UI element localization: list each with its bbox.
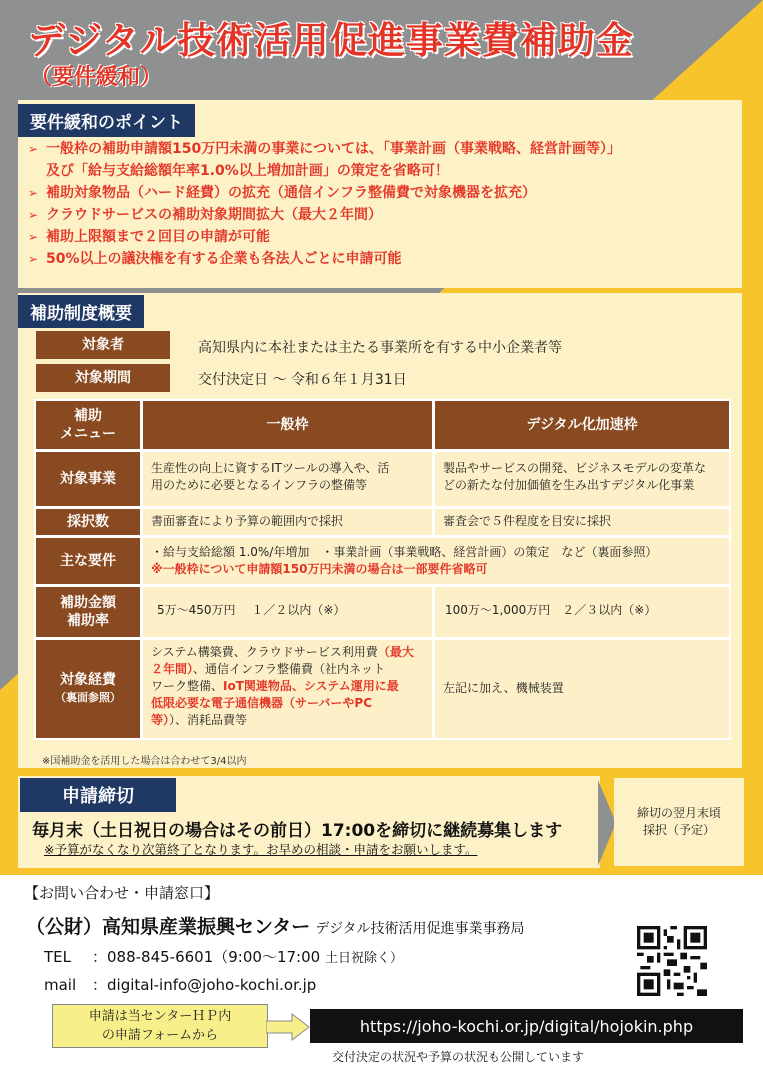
point-text: 補助対象物品（ハード経費）の拡充（通信インフラ整備費で対象機器を拡充） [46, 185, 536, 201]
list-item [28, 182, 738, 204]
tel-value: ：088-845-6601（9:00～17:00 [92, 948, 321, 966]
mail-value[interactable]: ：digital-info@joho-kochi.or.jp [92, 976, 317, 994]
deadline-side-line: 締切の翌月末頃 [636, 806, 721, 820]
expenses-text: 、通信インフラ整備費（社内ネット [193, 662, 386, 676]
arrow-bullet-icon: ➢ [28, 208, 39, 222]
arrow-bullet-icon: ➢ [28, 142, 39, 156]
list-item [28, 248, 738, 270]
apply-note-line: 申請は当センターＨＰ内 [88, 1009, 232, 1024]
cell-line: 製品やサービスの開発、ビジネスモデルの変革な [443, 461, 707, 475]
page-title: デジタル技術活用促進事業費補助金 [28, 19, 634, 62]
overview-heading: 補助制度概要 [18, 295, 144, 328]
amount-digital-cell: 100万～1,000万円 ２／３以内（※） [435, 587, 729, 637]
website-url-link[interactable]: https://joho-kochi.or.jp/digital/hojokin.php [310, 1009, 743, 1043]
apply-note-line: の申請フォームから [101, 1028, 219, 1043]
point-text: 及び「給与支給総額年率1.0%以上増加計画」の策定を省略可！ [46, 163, 449, 179]
list-item [28, 226, 738, 248]
requirements-row-label: 主な要件 [36, 538, 140, 584]
tel-label: TEL [44, 948, 71, 966]
requirements-line: ・給与支給総額 1.0%/年増加 ・事業計画（事業戦略、経営計画）の策定 など（裏面参照） [151, 545, 658, 559]
mail-line [44, 974, 316, 995]
org-name: （公財）高知県産業振興センター [26, 916, 311, 938]
target-label: 対象者 [36, 331, 170, 359]
menu-header-line: メニュー [60, 426, 116, 442]
period-value: 交付決定日 ～ 令和６年１月31日 [198, 372, 407, 388]
requirements-cell [143, 538, 729, 584]
deadline-main: 毎月末（土日祝日の場合はその前日）17:00を締切に継続募集します [32, 821, 563, 841]
page-subtitle: （要件緩和） [30, 65, 163, 90]
expenses-highlight: ２年間） [151, 662, 194, 676]
menu-header [36, 401, 140, 449]
menu-header-line: 補助 [74, 408, 102, 424]
expenses-highlight: 低限必要な電子通信機器（サーバーやPC [151, 696, 373, 710]
expenses-highlight: 等） [151, 713, 170, 727]
amount-label-line: 補助金額 [60, 595, 116, 611]
amount-general-cell: 5万～450万円 １／２以内（※） [143, 587, 432, 637]
period-label: 対象期間 [36, 364, 170, 392]
deadline-side-box [614, 778, 744, 866]
point-text: 50%以上の議決権を有する企業も各法人ごとに申請可能 [46, 251, 402, 267]
tel-suffix: 土日祝除く） [324, 951, 403, 966]
list-item [28, 138, 738, 182]
cell-line: どの新たな付加価値を生み出すデジタル化事業 [443, 478, 695, 492]
apply-note-box [52, 1004, 268, 1048]
arrow-bullet-icon: ➢ [28, 252, 39, 266]
project-row-label: 対象事業 [36, 452, 140, 506]
list-item [28, 204, 738, 226]
expenses-text: ）、消耗品費等 [169, 713, 248, 727]
qr-code-icon[interactable] [637, 926, 707, 996]
arrow-bullet-icon: ➢ [28, 230, 39, 244]
digital-column-header: デジタル化加速枠 [435, 401, 729, 449]
requirements-note: ※一般枠について申請額150万円未満の場合は一部要件省略可 [151, 562, 488, 576]
points-heading: 要件緩和のポイント [18, 104, 195, 137]
dept-name: デジタル技術活用促進事業事務局 [315, 921, 525, 937]
point-text: 補助上限額まで２回目の申請が可能 [46, 229, 270, 245]
project-digital-cell [435, 452, 729, 506]
adoption-digital-cell: 審査会で５件程度を目安に採択 [435, 509, 729, 535]
expenses-highlight: （最大 [377, 645, 414, 659]
deadline-heading: 申請締切 [20, 778, 176, 812]
tel-line [44, 946, 403, 967]
expenses-digital-cell: 左記に加え、機械装置 [435, 640, 729, 738]
expenses-general-cell [143, 640, 432, 738]
expenses-label-line: 対象経費 [60, 672, 116, 688]
point-text: クラウドサービスの補助対象期間拡大（最大２年間） [46, 207, 382, 223]
cell-line: 用のために必要となるインフラの整備等 [151, 478, 368, 492]
table-footnote: ※国補助金を活用した場合は合わせて3/4以内 [42, 756, 247, 767]
contact-org-line [26, 912, 525, 939]
right-arrow-icon [266, 1012, 310, 1042]
general-column-header: 一般枠 [143, 401, 432, 449]
public-note: 交付決定の状況や予算の状況も公開しています [332, 1050, 585, 1064]
expenses-text: システム構築費、クラウドサービス利用費 [151, 645, 378, 659]
expenses-row-label [36, 640, 140, 738]
expenses-label-line: （裏面参照） [55, 691, 121, 704]
point-text: 一般枠の補助申請額150万円未満の事業については、「事業計画（事業戦略、経営計画等）」 [46, 141, 621, 157]
deadline-side-line: 採択（予定） [642, 823, 715, 837]
contact-heading: 【お問い合わせ・申請窓口】 [24, 884, 220, 902]
cell-line: 生産性の向上に資するITツールの導入や、活 [151, 461, 390, 475]
adoption-row-label: 採択数 [36, 509, 140, 535]
amount-row-label [36, 587, 140, 637]
deadline-note: ※予算がなくなり次第終了となります。お早めの相談・申請をお願いします。 [44, 842, 478, 857]
arrow-bullet-icon: ➢ [28, 186, 39, 200]
target-value: 高知県内に本社または主たる事業所を有する中小企業者等 [198, 340, 562, 356]
amount-label-line: 補助率 [67, 613, 109, 629]
expenses-text: ワーク整備、 [151, 679, 224, 693]
points-list [28, 138, 738, 270]
mail-label: mail [44, 976, 77, 994]
adoption-general-cell: 書面審査により予算の範囲内で採択 [143, 509, 432, 535]
project-general-cell [143, 452, 432, 506]
expenses-highlight: IoT関連物品、システム運用に最 [223, 679, 399, 693]
